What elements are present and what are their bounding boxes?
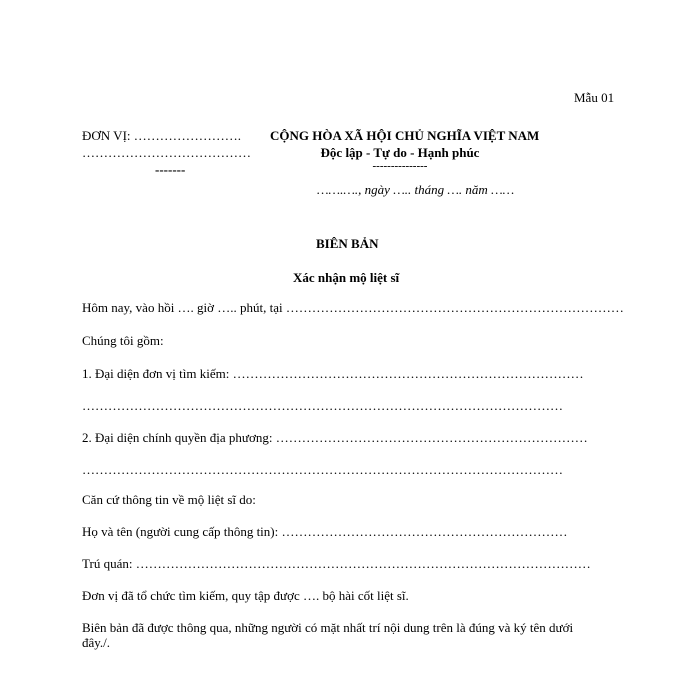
nation-title: CỘNG HÒA XÃ HỘI CHỦ NGHĨA VIỆT NAM [270,128,540,143]
info-basis-line: Căn cứ thông tin về mộ liệt sĩ do: [82,492,256,507]
search-unit-rep-line: 1. Đại diện đơn vị tìm kiếm: ……………………………………………………………………… [82,366,584,381]
approval-line: Biên bản đã được thông qua, những người có mặt nhất trí nội dung trên là đúng và ký tên dưới [82,620,574,635]
document-subtitle: Xác nhận mộ liệt sĩ [293,270,400,285]
form-code: Mẫu 01 [574,90,615,105]
informant-name-line: Họ và tên (người cung cấp thông tin): ………………………………………………………… [82,524,568,539]
nation-motto: Độc lập - Tự do - Hạnh phúc [320,145,480,160]
members-heading: Chúng tôi gồm: [82,333,164,348]
date-line: …….…., ngày ….. tháng …. năm …… [317,182,515,197]
nation-header [270,127,540,172]
unit-name-line: ĐƠN VỊ: ……………………. [82,128,242,143]
nation-divider: --------------- [372,160,428,172]
local-authority-rep-cont: ………………………………………………………………………………………………… [82,462,563,477]
local-authority-rep-line: 2. Đại diện chính quyền địa phương: ……………………………………………………………… [82,430,588,445]
approval-line-cont: đây./. [82,635,111,650]
remains-count-line: Đơn vị đã tổ chức tìm kiếm, quy tập được …. bộ hài cốt liệt sĩ. [82,588,409,603]
time-place-line: Hôm nay, vào hồi …. giờ ….. phút, tại …………………………………………………………………… [82,300,624,315]
unit-block [82,127,262,178]
unit-divider: ------- [155,162,186,177]
unit-name-line-cont: ………………………………… [82,145,251,160]
document-title: BIÊN BẢN [316,236,379,251]
residence-line: Trú quán: …………………………………………………………………………………………… [82,556,591,571]
search-unit-rep-cont: ………………………………………………………………………………………………… [82,398,563,413]
